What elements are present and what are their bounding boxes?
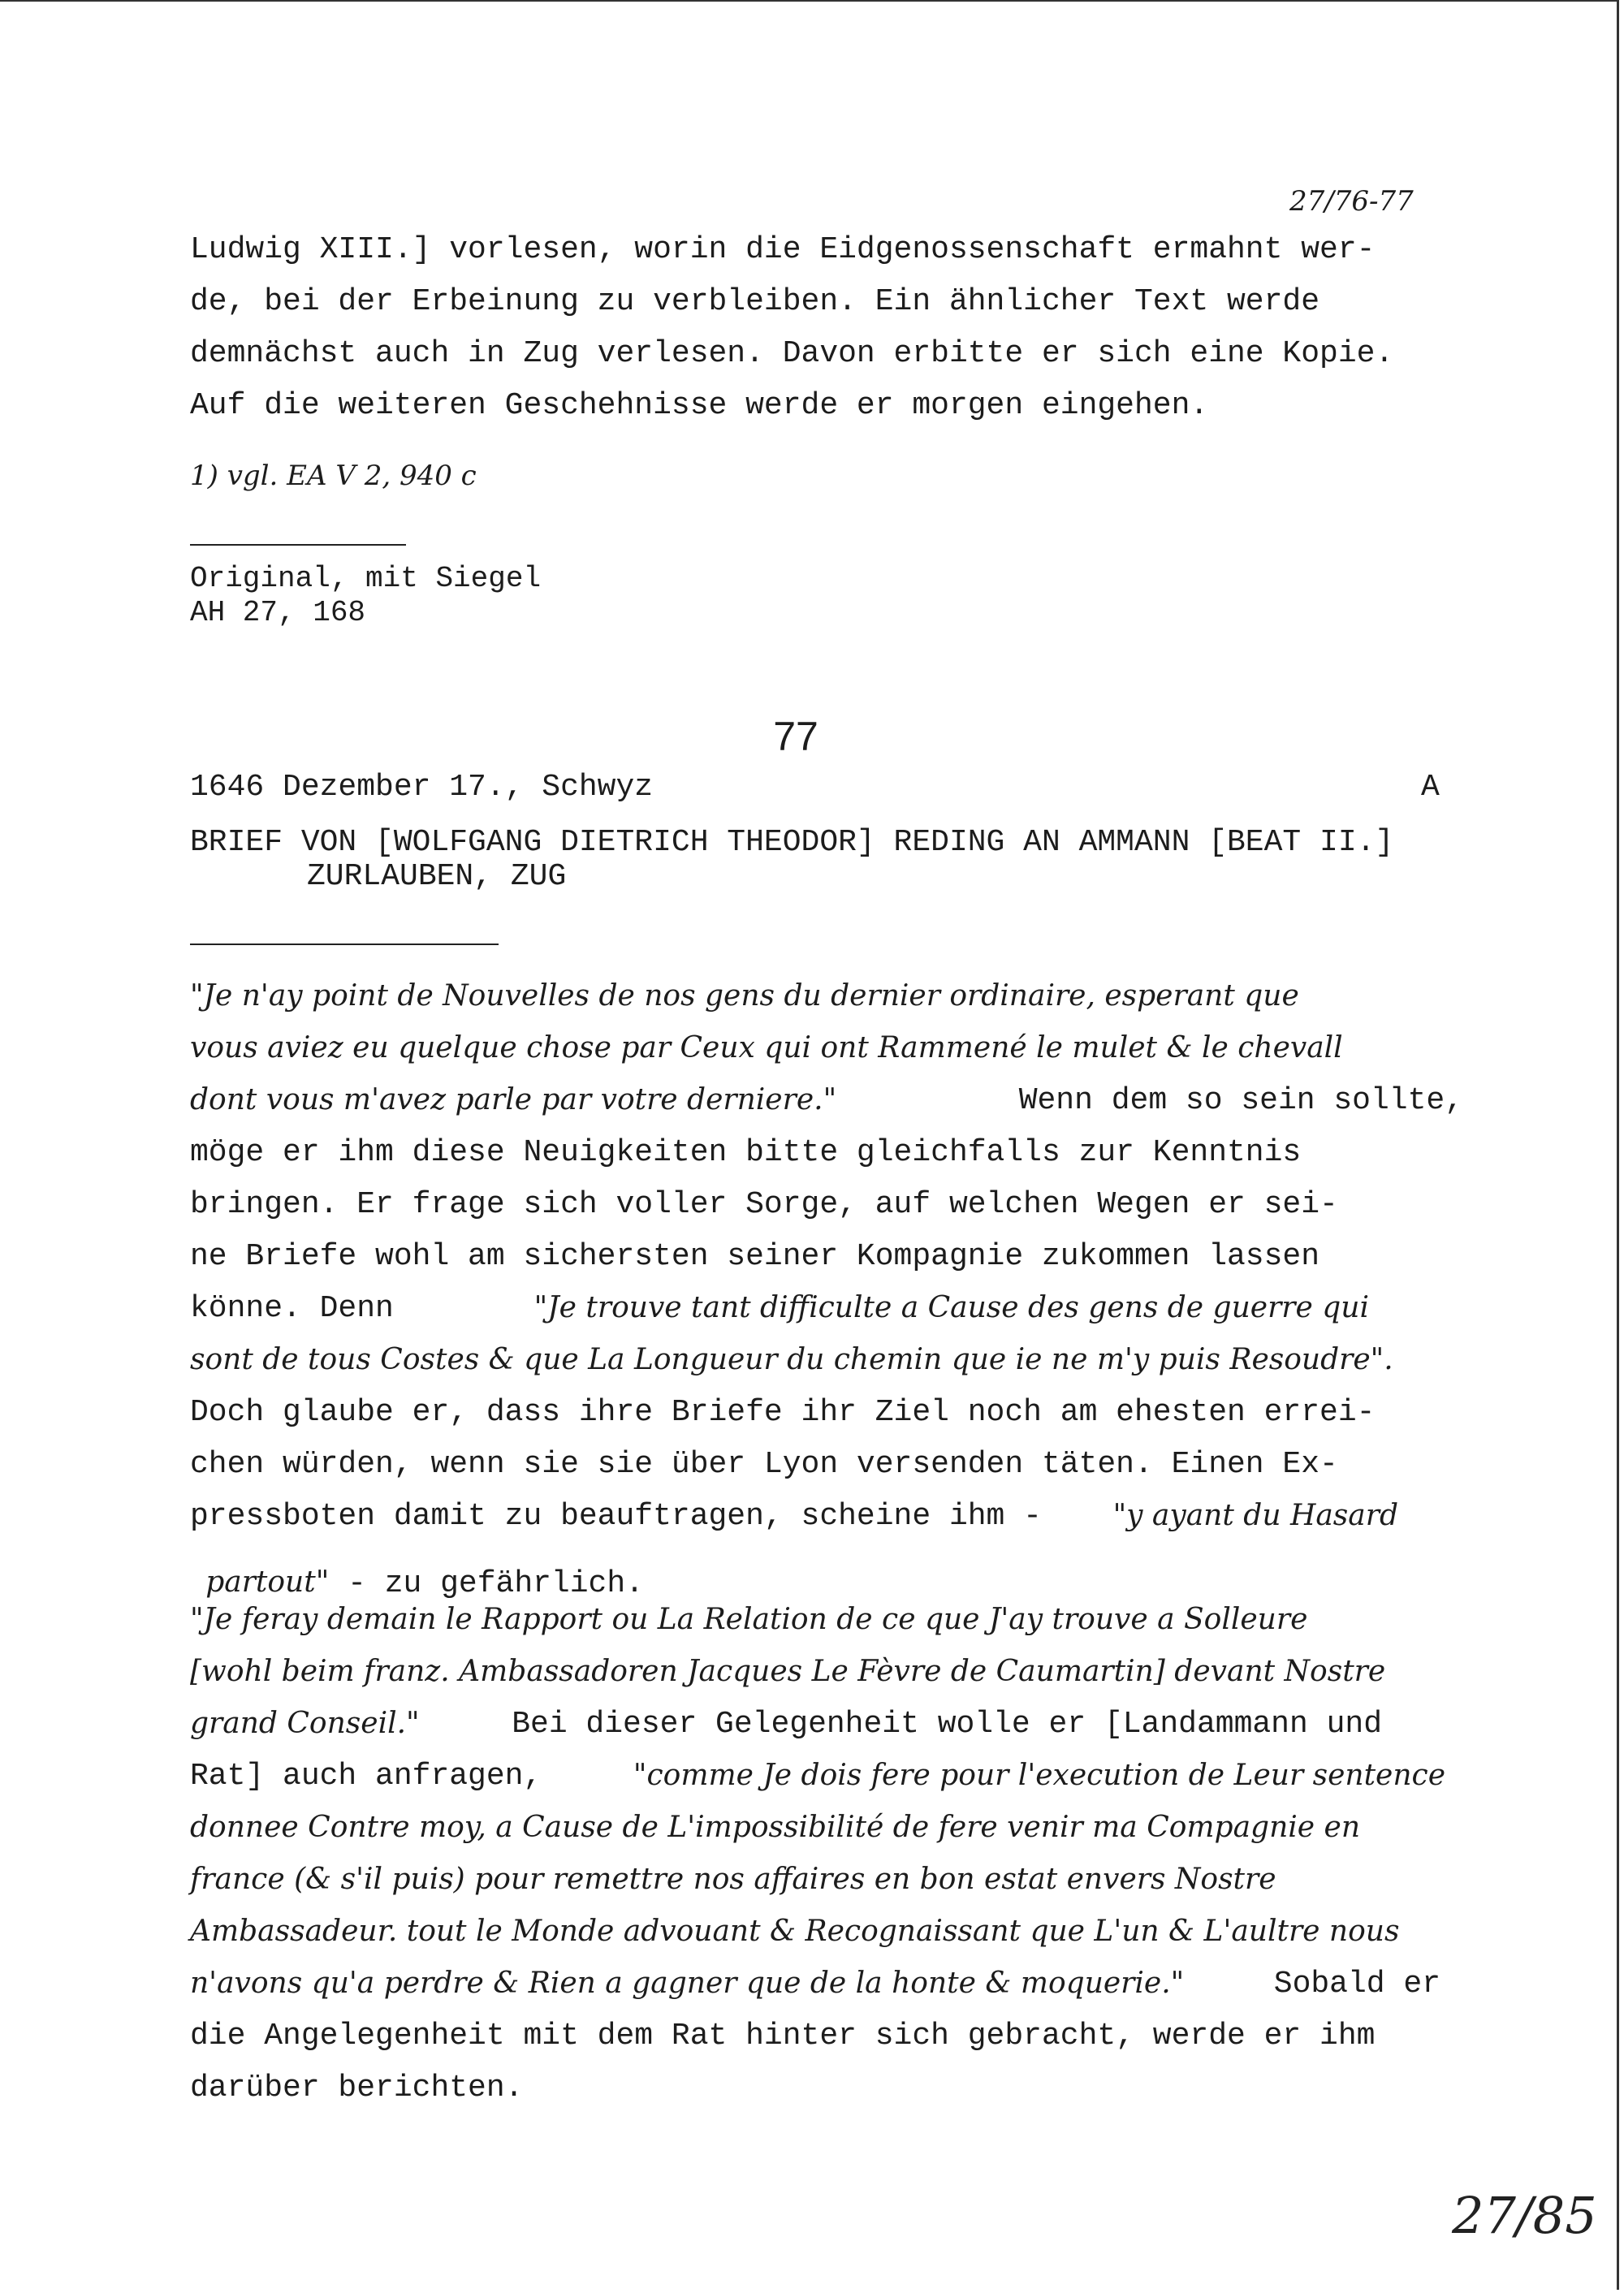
paraphrase-fragment: pressboten damit zu beauftragen, scheine ihm - bbox=[190, 1499, 1042, 1534]
quote-fragment: n'avons qu'a perdre & Rien a gagner que de la honte & moquerie." bbox=[190, 1967, 1185, 2000]
body-line-15 bbox=[190, 1707, 1382, 1742]
entry-number: 77 bbox=[773, 714, 818, 759]
paraphrase-fragment: Wenn dem so sein sollte, bbox=[1018, 1083, 1463, 1118]
source-reference: AH 27, 168 bbox=[190, 596, 366, 629]
header-rule bbox=[190, 944, 499, 945]
body-line-19: Ambassadeur. tout le Monde advouant & Recognaissant que L'un & L'aultre nous bbox=[190, 1915, 1400, 1948]
body-line-08: sont de tous Costes & que La Longueur du chemin que ie ne m'y puis Resoudre". bbox=[190, 1343, 1393, 1376]
footnote: 1) vgl. EA V 2, 940 c bbox=[190, 460, 477, 492]
quote-fragment: "Je trouve tant difficulte a Cause des gens de guerre qui bbox=[533, 1291, 1369, 1324]
body-line-04: möge er ihm diese Neuigkeiten bitte gleichfalls zur Kenntnis bbox=[190, 1135, 1302, 1170]
continuation-line-2: de, bei der Erbeinung zu verbleiben. Ein ähnlicher Text werde bbox=[190, 284, 1320, 319]
body-line-07 bbox=[190, 1291, 1369, 1326]
paraphrase-fragment: Sobald er bbox=[1273, 1967, 1440, 2002]
body-line-01: "Je n'ay point de Nouvelles de nos gens du dernier ordinaire, esperant que bbox=[190, 979, 1299, 1013]
paraphrase-fragment: Bei dieser Gelegenheit wolle er [Landammann und bbox=[512, 1707, 1382, 1742]
body-line-05: bringen. Er frage sich voller Sorge, auf welchen Wegen er sei- bbox=[190, 1187, 1338, 1222]
source-original: Original, mit Siegel bbox=[190, 562, 542, 595]
page-reference: 27/76-77 bbox=[1289, 185, 1414, 218]
footnote-rule bbox=[190, 544, 406, 546]
continuation-line-4: Auf die weiteren Geschehnisse werde er morgen eingehen. bbox=[190, 388, 1209, 423]
body-line-18: france (& s'il puis) pour remettre nos affaires en bon estat envers Nostre bbox=[190, 1863, 1276, 1896]
entry-date-place: 1646 Dezember 17., Schwyz bbox=[190, 770, 654, 805]
quote-fragment: "y ayant du Hasard bbox=[1112, 1499, 1398, 1532]
body-line-06: ne Briefe wohl am sichersten seiner Kompagnie zukommen lassen bbox=[190, 1239, 1320, 1274]
paraphrase-fragment: Rat] auch anfragen, bbox=[190, 1759, 542, 1794]
body-line-11 bbox=[190, 1499, 1398, 1534]
paraphrase-fragment: könne. Denn bbox=[190, 1291, 394, 1326]
body-line-20 bbox=[190, 1967, 1440, 2002]
quote-fragment: dont vous m'avez parle par votre derniere." bbox=[190, 1083, 837, 1116]
handwritten-folio-number: 27/85 bbox=[1452, 2186, 1597, 2245]
body-line-22: darüber berichten. bbox=[190, 2071, 524, 2105]
quote-fragment: grand Conseil." bbox=[190, 1707, 420, 1740]
body-line-09: Doch glaube er, dass ihre Briefe ihr Ziel noch am ehesten errei- bbox=[190, 1395, 1376, 1430]
continuation-line-3: demnächst auch in Zug verlesen. Davon erbitte er sich eine Kopie. bbox=[190, 336, 1394, 371]
body-line-14: [wohl beim franz. Ambassadoren Jacques Le Fèvre de Caumartin] devant Nostre bbox=[190, 1655, 1386, 1688]
body-line-13: "Je feray demain le Rapport ou La Relation de ce que J'ay trouve a Solleure bbox=[190, 1603, 1308, 1636]
body-line-12 bbox=[190, 1551, 644, 1601]
body-line-16 bbox=[190, 1759, 1445, 1794]
body-line-10: chen würden, wenn sie sie über Lyon versenden täten. Einen Ex- bbox=[190, 1447, 1338, 1482]
quote-fragment: "comme Je dois fere pour l'execution de Leur sentence bbox=[633, 1759, 1445, 1792]
entry-title-line-1: BRIEF VON [WOLFGANG DIETRICH THEODOR] REDING AN AMMANN [BEAT II.] bbox=[190, 825, 1394, 860]
entry-classification: A bbox=[1421, 770, 1440, 805]
entry-title-line-2: ZURLAUBEN, ZUG bbox=[307, 859, 567, 894]
body-line-21: die Angelegenheit mit dem Rat hinter sich gebracht, werde er ihm bbox=[190, 2019, 1376, 2053]
body-line-02: vous aviez eu quelque chose par Ceux qui ont Rammené le mulet & le chevall bbox=[190, 1031, 1343, 1064]
quote-fragment: partout" bbox=[205, 1565, 330, 1599]
continuation-line-1: Ludwig XIII.] vorlesen, worin die Eidgenossenschaft ermahnt wer- bbox=[190, 232, 1376, 267]
body-line-03 bbox=[190, 1083, 1463, 1118]
paraphrase-fragment: - zu gefährlich. bbox=[348, 1566, 644, 1601]
body-line-17: donnee Contre moy, a Cause de L'impossibilité de fere venir ma Compagnie en bbox=[190, 1811, 1361, 1844]
